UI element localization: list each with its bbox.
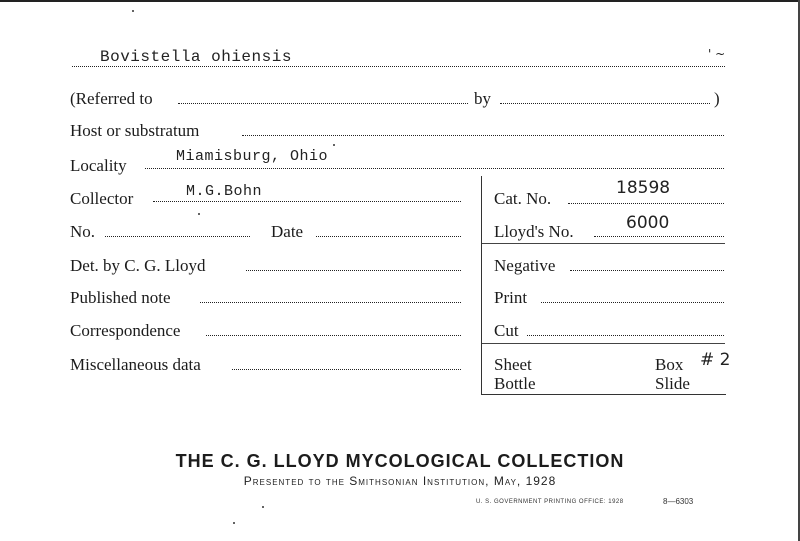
ink-speck (198, 213, 200, 215)
no-label: No. (70, 222, 96, 241)
locality-value: Miamisburg, Ohio (176, 148, 329, 165)
cut-dotted-line (527, 335, 724, 336)
species-dotted-line (72, 66, 725, 67)
collector-label: Collector (70, 189, 134, 208)
host-label: Host or substratum (70, 121, 200, 140)
published-note-dotted-line (200, 302, 461, 303)
referred-to-label: (Referred to (70, 89, 153, 108)
no-dotted-line (105, 236, 250, 237)
species-name: Bovistella ohiensis (100, 48, 292, 66)
by-label: by (474, 89, 491, 108)
cut-rule (482, 343, 725, 344)
miscellaneous-label: Miscellaneous data (70, 355, 201, 374)
correspondence-dotted-line (206, 335, 461, 336)
det-by-label: Det. by C. G. Lloyd (70, 256, 206, 275)
sheet-label: Sheet (494, 355, 532, 374)
locality-dotted-line (145, 168, 724, 169)
host-dotted-line (242, 135, 724, 136)
by-dotted-line (500, 103, 710, 104)
cat-no-dotted-line (568, 203, 724, 204)
det-by-dotted-line (246, 270, 461, 271)
miscellaneous-dotted-line (232, 369, 461, 370)
corner-mark: ' ~ (708, 47, 726, 61)
locality-label: Locality (70, 156, 127, 175)
lloyd-no-label: Lloyd's No. (494, 222, 574, 241)
ink-speck (262, 506, 264, 508)
date-label: Date (271, 222, 304, 241)
print-dotted-line (541, 302, 724, 303)
ink-speck (333, 144, 335, 146)
box-value: # 2 (700, 350, 731, 370)
box-label: Box (655, 355, 684, 374)
card-top-border (0, 0, 800, 2)
close-paren: ) (714, 89, 720, 108)
print-label: Print (494, 288, 528, 307)
published-note-label: Published note (70, 288, 171, 307)
lloyd-no-value: 6000 (626, 213, 670, 233)
date-dotted-line (316, 236, 461, 237)
collection-title: THE C. G. LLOYD MYCOLOGICAL COLLECTION (175, 451, 625, 471)
collector-value: M.G.Bohn (186, 183, 263, 200)
ink-speck (233, 522, 235, 524)
negative-label: Negative (494, 256, 556, 275)
slide-label: Slide (655, 374, 690, 393)
cat-no-label: Cat. No. (494, 189, 552, 208)
referred-to-dotted-line (178, 103, 468, 104)
collection-subtitle: Presented to the Smithsonian Institution, May, 1928 (243, 474, 557, 488)
negative-dotted-line (570, 270, 724, 271)
correspondence-label: Correspondence (70, 321, 181, 340)
bottle-label: Bottle (494, 374, 536, 393)
printing-office-line: U. S. GOVERNMENT PRINTING OFFICE: 1928 (476, 499, 624, 505)
lloyd-no-dotted-line (594, 236, 724, 237)
cut-label: Cut (494, 321, 519, 340)
form-number: 8—6303 (663, 497, 694, 506)
lloyd-no-rule (482, 243, 725, 244)
cat-no-value: 18598 (616, 178, 671, 198)
collector-dotted-line (153, 201, 461, 202)
ink-speck (132, 10, 134, 12)
